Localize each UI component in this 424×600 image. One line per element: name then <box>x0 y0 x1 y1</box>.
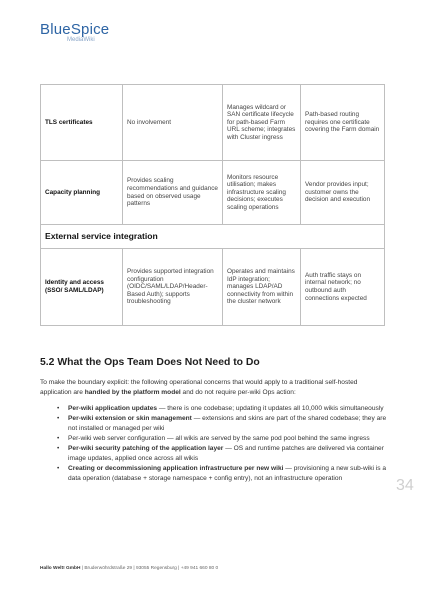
bluespice-logo <box>40 21 110 43</box>
table-cell: Manages wildcard or SAN certificate lifecycle for path-based Farm URL scheme; integrates with Cluster ingress <box>223 85 301 161</box>
item-title: Per-wiki security patching of the application layer <box>68 445 224 452</box>
intro-text: To make the boundary explicit: the following operational concerns that would apply to a traditional self-hosted application are <box>40 379 358 396</box>
table-cell: Vendor provides input; customer owns the decision and execution <box>301 161 385 225</box>
list-item <box>40 464 390 484</box>
footer-company: Hallo Welt! GmbH <box>40 566 81 571</box>
intro-emphasis: handled by the platform model <box>84 389 181 396</box>
item-text: — extensions and skins are part of the shared codebase; they are not installed or managed per wiki <box>68 415 387 432</box>
table-cell: Provides scaling recommendations and guidance based on observed usage patterns <box>123 161 223 225</box>
ops-list <box>40 404 390 484</box>
table-cell: Path-based routing requires one certificate covering the Farm domain <box>301 85 385 161</box>
list-item <box>40 404 390 414</box>
item-title: Per-wiki extension or skin management <box>68 415 192 422</box>
table-cell: Auth traffic stays on internal network; no outbound auth connections expected <box>301 249 385 326</box>
list-item <box>40 434 390 444</box>
table-cell: No involvement <box>123 85 223 161</box>
intro-paragraph <box>40 378 380 398</box>
item-text: — OS and runtime patches are delivered via container image updates, applied once across all wikis <box>68 445 384 462</box>
row-label: Capacity planning <box>41 161 123 225</box>
page-footer <box>40 566 218 571</box>
table-cell: Monitors resource utilisation; makes infrastructure scaling decisions; executes scaling operations <box>223 161 301 225</box>
footer-address: | Bruderwöhrdstraße 29 | 93055 Regensburg | +49 941 660 80 0 <box>80 566 219 571</box>
list-item <box>40 414 390 434</box>
table-row <box>41 249 385 326</box>
logo-subtitle: MediaWiki <box>67 37 95 43</box>
row-label: TLS certificates <box>41 85 123 161</box>
page-number: 34 <box>396 477 414 494</box>
table-row <box>41 85 385 161</box>
table-cell: Provides supported integration configuration (OIDC/SAML/LDAP/Header-Based Auth); supports troubleshooting <box>123 249 223 326</box>
row-label: Identity and access (SSO/ SAML/LDAP) <box>41 249 123 326</box>
responsibility-table <box>40 84 385 326</box>
section-row <box>41 225 385 249</box>
table-row <box>41 161 385 225</box>
item-text: — there is one codebase; updating it updates all 10,000 wikis simultaneously <box>157 405 384 412</box>
item-title: Creating or decommissioning application infrastructure per new wiki <box>68 465 284 472</box>
item-text: — provisioning a new sub-wiki is a data operation (database + storage namespace + config entry), not an infrastructure operation <box>68 465 387 482</box>
item-title: Per-wiki application updates <box>68 405 158 412</box>
item-text: Per-wiki web server configuration — all wikis are served by the same pod pool behind the same ingress <box>68 435 370 442</box>
table-cell: Operates and maintains IdP integration; manages LDAP/AD connectivity from within the cluster network <box>223 249 301 326</box>
intro-text-end: and do not require per-wiki Ops action: <box>180 389 296 396</box>
section-title: External service integration <box>41 225 385 249</box>
section-heading: 5.2 What the Ops Team Does Not Need to Do <box>40 357 260 368</box>
logo-wordmark: BlueSpice <box>40 21 110 38</box>
list-item <box>40 444 390 464</box>
